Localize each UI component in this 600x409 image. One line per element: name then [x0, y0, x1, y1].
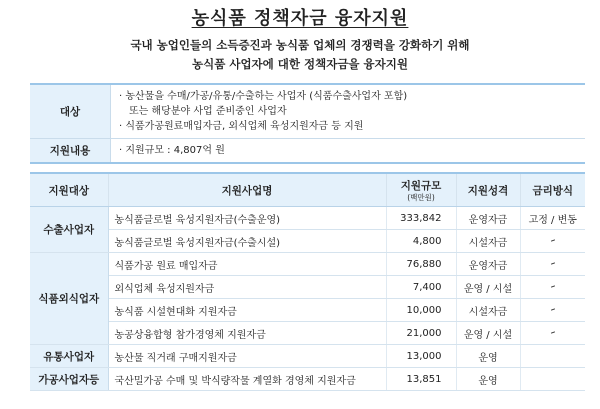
header-program: 지원사업명 — [108, 173, 386, 207]
program-name: 농식품글로벌 육성지원자금(수출시설) — [108, 230, 386, 253]
program-name: 외식업체 육성지원자금 — [108, 276, 386, 299]
dash-mark-icon — [551, 308, 555, 310]
program-type: 운영 — [456, 345, 520, 368]
info-row-target — [30, 84, 585, 139]
table-row — [30, 299, 585, 322]
program-rate — [520, 368, 585, 391]
target-content — [111, 84, 586, 139]
dash-mark-icon — [551, 239, 555, 241]
table-row — [30, 345, 585, 368]
program-type: 운영자금 — [456, 253, 520, 276]
table-row — [30, 207, 585, 230]
table-row — [30, 230, 585, 253]
program-rate: 고정 / 변동 — [520, 207, 585, 230]
dash-mark-icon — [551, 331, 555, 333]
program-type: 시설자금 — [456, 299, 520, 322]
program-amount: 7,400 — [386, 276, 456, 299]
dash-mark-icon — [551, 262, 555, 264]
program-rate — [520, 345, 585, 368]
target-line-2: 또는 해당분야 사업 준비중인 사업자 — [129, 106, 287, 117]
target-label: 대상 — [30, 84, 111, 139]
category-distribution: 유통사업자 — [30, 345, 108, 368]
program-rate-mark — [520, 322, 585, 345]
table-header-row — [30, 173, 585, 207]
header-rate: 금리방식 — [520, 173, 585, 207]
content-label: 지원내용 — [30, 139, 111, 164]
program-table — [30, 172, 585, 391]
category-export: 수출사업자 — [30, 207, 108, 253]
table-row — [30, 253, 585, 276]
program-name: 식품가공 원료 매입자금 — [108, 253, 386, 276]
target-line-3: · 식품가공원료매입자금, 외식업체 육성지원자금 등 지원 — [119, 121, 364, 132]
info-row-content — [30, 139, 585, 164]
target-line-1: · 농산물을 수매/가공/유통/수출하는 사업자 (식품수출사업자 포함) — [119, 91, 408, 102]
page-title: 농식품 정책자금 융자지원 — [191, 8, 409, 29]
header-amount-unit: (백만원) — [407, 193, 435, 202]
program-rate-mark — [520, 253, 585, 276]
header-type: 지원성격 — [456, 173, 520, 207]
program-amount: 10,000 — [386, 299, 456, 322]
program-amount: 21,000 — [386, 322, 456, 345]
intro-line-2: 농식품 사업자에 대한 정책자금을 융자지원 — [192, 57, 408, 71]
program-amount: 76,880 — [386, 253, 456, 276]
program-type: 운영 / 시설 — [456, 276, 520, 299]
program-rate-mark — [520, 276, 585, 299]
table-row — [30, 322, 585, 345]
program-name: 농식품 시설현대화 지원자금 — [108, 299, 386, 322]
program-amount: 4,800 — [386, 230, 456, 253]
program-name: 국산밀가공 수매 및 박식량작물 계열화 경영체 지원자금 — [108, 368, 386, 391]
program-name: 농산물 직거래 구매지원자금 — [108, 345, 386, 368]
program-type: 시설자금 — [456, 230, 520, 253]
program-type: 운영자금 — [456, 207, 520, 230]
intro-line-1: 국내 농업인들의 소득증진과 농식품 업체의 경쟁력을 강화하기 위해 — [130, 38, 470, 52]
category-food: 식품외식업자 — [30, 253, 108, 345]
program-name: 농식품글로벌 육성지원자금(수출운영) — [108, 207, 386, 230]
info-table — [30, 83, 585, 164]
content-text: · 지원규모 : 4,807억 원 — [111, 139, 586, 164]
table-row — [30, 368, 585, 391]
program-type: 운영 / 시설 — [456, 322, 520, 345]
program-name: 농공상융합형 참가경영체 지원자금 — [108, 322, 386, 345]
header-amount: 지원규모 (백만원) — [386, 173, 456, 207]
program-rate-mark — [520, 230, 585, 253]
program-amount: 333,842 — [386, 207, 456, 230]
program-rate-mark — [520, 299, 585, 322]
header-category: 지원대상 — [30, 173, 108, 207]
program-amount: 13,851 — [386, 368, 456, 391]
program-amount: 13,000 — [386, 345, 456, 368]
program-type: 운영 — [456, 368, 520, 391]
dash-mark-icon — [551, 285, 555, 287]
table-row — [30, 276, 585, 299]
intro-text — [0, 36, 600, 74]
category-processing: 가공사업자등 — [30, 368, 108, 391]
